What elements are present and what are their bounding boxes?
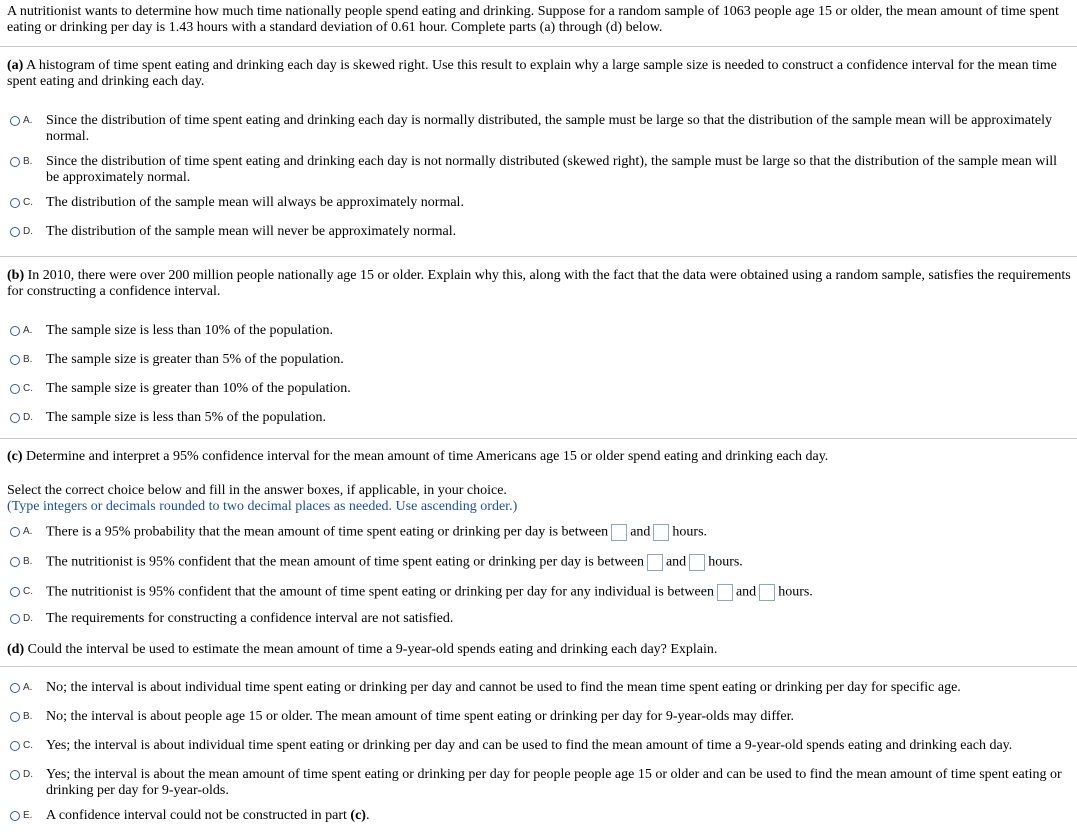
option-letter: C. bbox=[23, 383, 33, 394]
intro-text: A nutritionist wants to determine how much time nationally people spend eating and drinking. Suppose for a random sample of 1063 people age 15 or older, the mean amount of time spent eating or drinking per day is 1.43 hours with a standard deviation of 0.61 hour. Complete parts (a) through (d) below. bbox=[7, 4, 1059, 35]
option-letter: E. bbox=[23, 810, 33, 821]
radio-button[interactable] bbox=[10, 712, 20, 722]
unit-text: hours. bbox=[672, 524, 708, 540]
option-letter: D. bbox=[23, 226, 33, 237]
option-text bbox=[46, 584, 1069, 601]
option-text: The sample size is greater than 10% of the population. bbox=[46, 381, 351, 396]
radio-button[interactable] bbox=[10, 227, 20, 237]
option-text bbox=[46, 808, 1069, 824]
radio-button[interactable] bbox=[10, 614, 20, 624]
and-text: and bbox=[665, 554, 687, 570]
option-text: The distribution of the sample mean will never be approximately normal. bbox=[46, 224, 457, 239]
option-text: Since the distribution of time spent eating and drinking each day is normally distributed, the sample must be large so that the distribution of the sample mean will be approximately normal. bbox=[46, 113, 1052, 144]
option-letter: C. bbox=[23, 197, 33, 208]
part-a-label: (a) bbox=[7, 58, 24, 73]
and-text: and bbox=[735, 584, 757, 600]
unit-text: hours. bbox=[778, 584, 813, 600]
part-b-question-text: In 2010, there were over 200 million people nationally age 15 or older. Explain why this, along with the fact that the data were obtained using a random sample, satisfies the requirements for constructing a confidence interval. bbox=[7, 268, 1071, 299]
option-text-lead: A confidence interval could not be constructed in part bbox=[46, 808, 347, 823]
option-letter: A. bbox=[23, 526, 33, 537]
option-text-lead: The nutritionist is 95% confident that the mean amount of time spent eating or drinking per day is between bbox=[46, 554, 644, 570]
radio-button[interactable] bbox=[10, 384, 20, 394]
answer-box-lower[interactable] bbox=[611, 524, 627, 541]
option-text: The distribution of the sample mean will always be approximately normal. bbox=[46, 195, 464, 210]
option-text: The sample size is less than 5% of the population. bbox=[46, 410, 326, 425]
radio-button[interactable] bbox=[10, 811, 20, 821]
option-letter: B. bbox=[23, 711, 33, 722]
option-text: Yes; the interval is about individual time spent eating or drinking per day and can be used to find the mean amount of time a 9-year-old spends eating and drinking each day. bbox=[46, 738, 1013, 753]
radio-button[interactable] bbox=[10, 116, 20, 126]
radio-button[interactable] bbox=[10, 157, 20, 167]
option-text: The requirements for constructing a confidence interval are not satisfied. bbox=[46, 611, 454, 626]
option-text: The sample size is greater than 5% of the population. bbox=[46, 352, 344, 367]
and-text: and bbox=[630, 524, 651, 540]
part-c-question-text: Determine and interpret a 95% confidence interval for the mean amount of time Americans age 15 or older spend eating and drinking each day. bbox=[26, 449, 829, 464]
option-text: Since the distribution of time spent eating and drinking each day is not normally distributed (skewed right), the sample must be large so that the distribution of the sample mean will be approximately normal. bbox=[46, 154, 1058, 185]
option-text bbox=[46, 554, 1069, 571]
option-letter: C. bbox=[23, 586, 33, 597]
option-letter: B. bbox=[23, 354, 33, 365]
part-a-question bbox=[7, 58, 1071, 90]
answer-box-lower[interactable] bbox=[647, 554, 663, 571]
option-letter: B. bbox=[23, 156, 33, 167]
radio-button[interactable] bbox=[10, 527, 20, 537]
divider bbox=[0, 438, 1077, 439]
answer-box-lower[interactable] bbox=[717, 584, 733, 601]
divider bbox=[0, 256, 1077, 257]
divider bbox=[0, 666, 1077, 667]
option-text-lead: The nutritionist is 95% confident that the amount of time spent eating or drinking per day for any individual is between bbox=[46, 584, 714, 600]
option-text-lead: There is a 95% probability that the mean amount of time spent eating or drinking per day is between bbox=[46, 524, 609, 540]
option-letter: A. bbox=[23, 325, 33, 336]
radio-button[interactable] bbox=[10, 557, 20, 567]
option-text: The sample size is less than 10% of the population. bbox=[46, 323, 333, 338]
part-b-question bbox=[7, 268, 1071, 300]
part-a-question-text: A histogram of time spent eating and drinking each day is skewed right. Use this result to explain why a large sample size is needed to construct a confidence interval for the mean time spent eating and drinking each day. bbox=[7, 58, 1057, 89]
radio-button[interactable] bbox=[10, 683, 20, 693]
option-letter: A. bbox=[23, 682, 33, 693]
part-c-instruction: Select the correct choice below and fill in the answer boxes, if applicable, in your choice. bbox=[7, 483, 507, 498]
radio-button[interactable] bbox=[10, 741, 20, 751]
radio-button[interactable] bbox=[10, 326, 20, 336]
radio-button[interactable] bbox=[10, 587, 20, 597]
answer-box-upper[interactable] bbox=[689, 554, 705, 571]
option-text: No; the interval is about people age 15 or older. The mean amount of time spent eating or drinking per day for 9-year-olds may differ. bbox=[46, 709, 794, 724]
part-d-question bbox=[7, 642, 1071, 658]
part-d-label: (d) bbox=[7, 642, 25, 657]
option-letter: D. bbox=[23, 412, 33, 423]
radio-button[interactable] bbox=[10, 413, 20, 423]
option-letter: D. bbox=[23, 769, 33, 780]
option-letter: D. bbox=[23, 613, 33, 624]
part-c-label: (c) bbox=[7, 449, 23, 464]
unit-text: hours. bbox=[708, 554, 743, 570]
option-letter: C. bbox=[23, 740, 33, 751]
part-b-label: (b) bbox=[7, 268, 25, 283]
option-letter: B. bbox=[23, 556, 33, 567]
option-text-end: . bbox=[365, 808, 370, 823]
part-c-question bbox=[7, 449, 1071, 465]
option-text bbox=[46, 524, 1069, 541]
radio-button[interactable] bbox=[10, 770, 20, 780]
part-c-note: (Type integers or decimals rounded to two decimal places as needed. Use ascending order.) bbox=[7, 499, 518, 514]
option-letter: A. bbox=[23, 115, 33, 126]
option-text: Yes; the interval is about the mean amount of time spent eating or drinking per day for people people age 15 or older and can be used to find the mean amount of time spent eating or drinking per day for 9-year-olds. bbox=[46, 767, 1062, 798]
answer-box-upper[interactable] bbox=[759, 584, 775, 601]
divider bbox=[0, 46, 1077, 47]
part-d-question-text: Could the interval be used to estimate the mean amount of time a 9-year-old spends eating and drinking each day? Explain. bbox=[27, 642, 718, 657]
option-text: No; the interval is about individual time spent eating or drinking per day and cannot be used to find the mean time spent eating or drinking per day for specific age. bbox=[46, 680, 961, 695]
answer-box-upper[interactable] bbox=[653, 524, 669, 541]
radio-button[interactable] bbox=[10, 198, 20, 208]
part-reference: (c) bbox=[350, 808, 366, 823]
radio-button[interactable] bbox=[10, 355, 20, 365]
